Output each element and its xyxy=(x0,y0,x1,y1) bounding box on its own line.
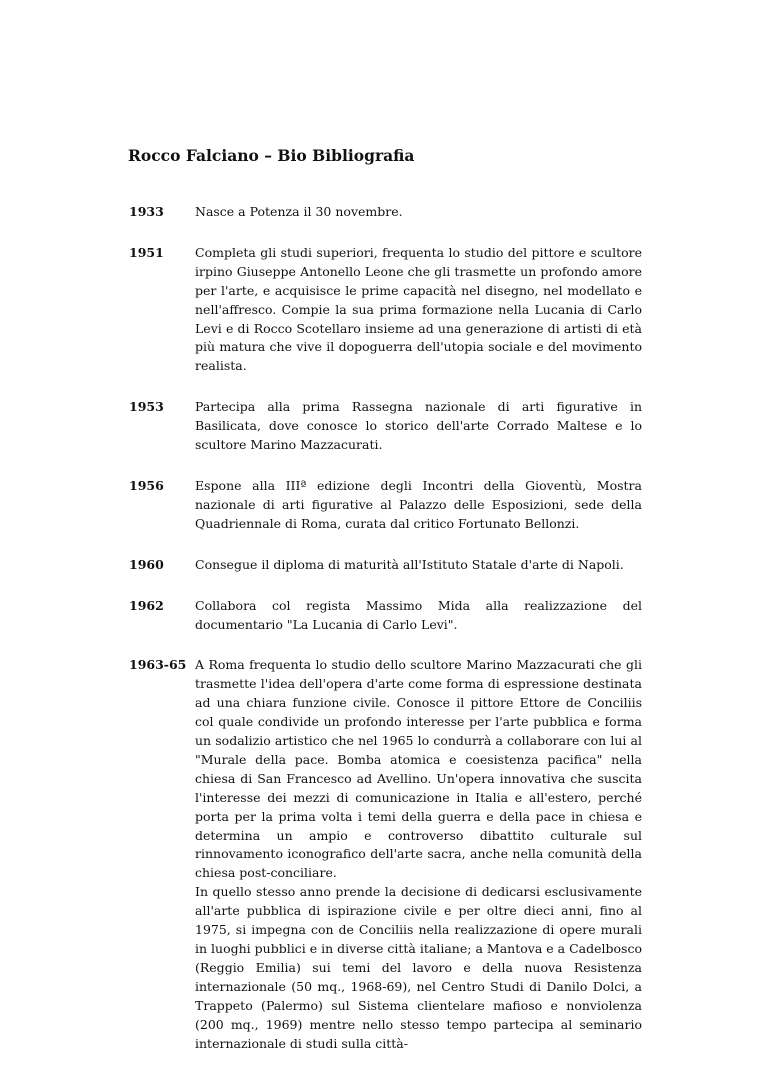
entry-year: 1960 xyxy=(129,556,164,572)
entry-1962 xyxy=(129,597,642,635)
entry-1956 xyxy=(129,477,642,534)
entry-1933 xyxy=(129,203,642,222)
entry-text xyxy=(195,244,642,376)
page-title: Rocco Falciano – Bio Bibliografia xyxy=(128,146,415,165)
entry-1953 xyxy=(129,398,642,455)
entry-text xyxy=(195,203,642,222)
entry-1951 xyxy=(129,244,642,376)
entry-text xyxy=(195,597,642,635)
entry-paragraph: Espone alla IIIª edizione degli Incontri della Gioventù, Mostra nazionale di arti figurative al Palazzo delle Esposizioni, sede della Quadriennale di Roma, curata dal critico Fortunato Bellonzi. xyxy=(195,477,642,531)
entry-year: 1953 xyxy=(129,399,164,415)
entry-year: 1962 xyxy=(129,597,164,613)
entry-text xyxy=(195,398,642,455)
entry-paragraph: In quello stesso anno prende la decisione di dedicarsi esclusivamente all'arte pubblica di ispirazione civile e per oltre dieci anni, fino al 1975, si impegna con de Conciliis nella realizzazione di opere murali in luoghi pubblici e in diverse città italiane; a Mantova e a Cadelbosco (Reggio Emilia) sui temi del lavoro e della nuova Resistenza internazionale (50 mq., 1968-69), nel Centro Studi di Danilo Dolci, a Trappeto (Palermo) sul Sistema clientelare mafioso e nonviolenza (200 mq., 1969) mentre nello stesso tempo partecipa al seminario internazionale di studi sulla città- xyxy=(195,884,642,1051)
entry-year: 1956 xyxy=(129,477,164,493)
entry-paragraph: Partecipa alla prima Rassegna nazionale di arti figurative in Basilicata, dove conosce lo storico dell'arte Corrado Maltese e lo scultore Marino Mazzacurati. xyxy=(195,399,642,453)
chronology-list xyxy=(129,203,642,1075)
entry-year: 1963-65 xyxy=(129,657,187,673)
entry-paragraph: Consegue il diploma di maturità all'Istituto Statale d'arte di Napoli. xyxy=(195,556,624,572)
entry-1960 xyxy=(129,556,642,575)
entry-paragraph: Nasce a Potenza il 30 novembre. xyxy=(195,204,403,219)
entry-paragraph: Collabora col regista Massimo Mida alla realizzazione del documentario "La Lucania di Carlo Levi". xyxy=(195,597,642,632)
entry-text xyxy=(195,556,642,575)
entry-paragraph: A Roma frequenta lo studio dello scultore Marino Mazzacurati che gli trasmette l'idea dell'opera d'arte come forma di espressione destinata ad una chiara funzione civile. Conosce il pittore Ettore de Conciliis col quale condivide un profondo interesse per l'arte pubblica e forma un sodalizio artistico che nel 1965 lo condurrà a collaborare con lui al "Murale della pace. Bomba atomica e coesistenza pacifica" nella chiesa di San Francesco ad Avellino. Un'opera innovativa che suscita l'interesse dei mezzi di comunicazione in Italia e all'estero, perché porta per la prima volta i temi della guerra e della pace in chiesa e determina un ampio e controverso dibattito culturale sul rinnovamento iconografico dell'arte sacra, anche nella comunità della chiesa post-conciliare. xyxy=(195,657,642,881)
entry-paragraph: Completa gli studi superiori, frequenta lo studio del pittore e scultore irpino Giuseppe Antonello Leone che gli trasmette un profondo amore per l'arte, e acquisisce le prime capacità nel disegno, nel modellato e nell'affresco. Compie la sua prima formazione nella Lucania di Carlo Levi e di Rocco Scotellaro insieme ad una generazione di artisti di età più matura che vive il dopoguerra dell'utopia sociale e del movimento realista. xyxy=(195,244,642,374)
entry-text xyxy=(195,477,642,534)
entry-year: 1951 xyxy=(129,244,164,260)
entry-year: 1933 xyxy=(129,204,164,219)
